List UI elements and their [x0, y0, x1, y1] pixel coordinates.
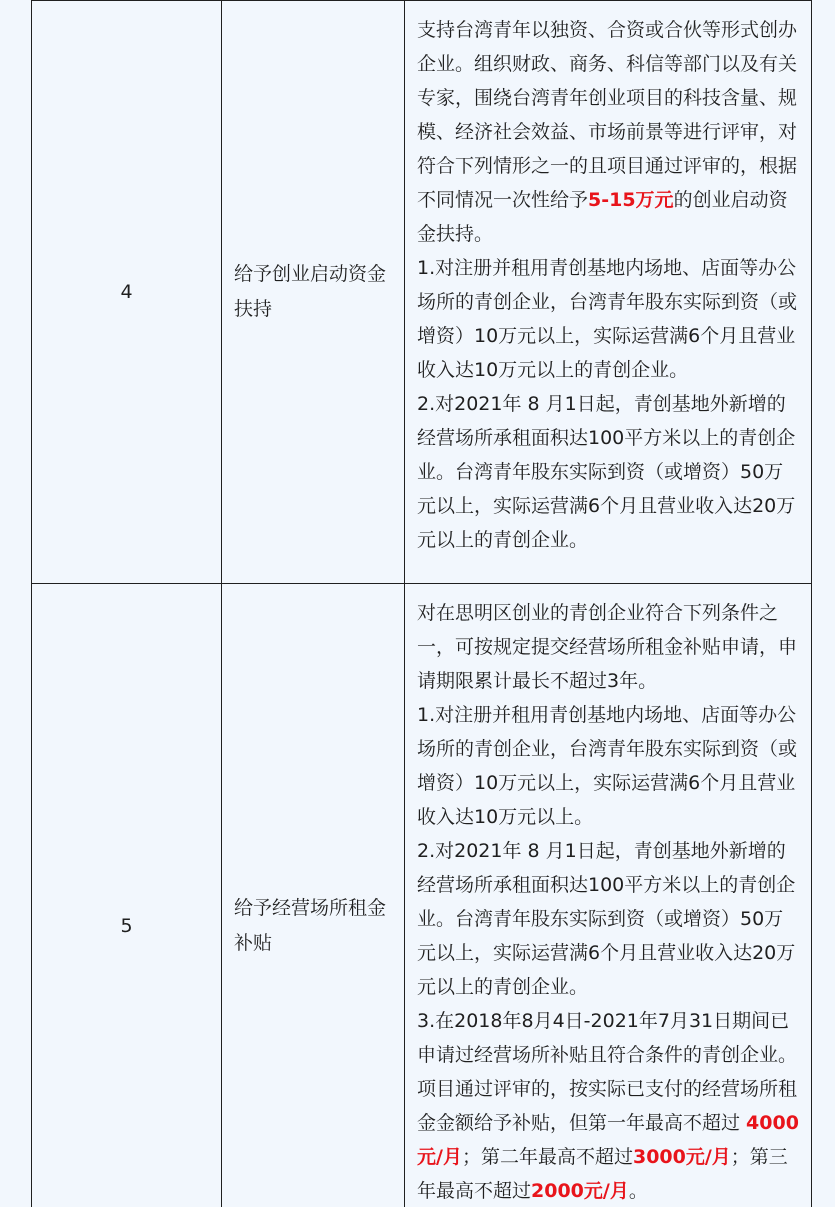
content-paragraph: 1.对注册并租用青创基地内场地、店面等办公场所的青创企业，台湾青年股东实际到资（或增资）10万元以上，实际运营满6个月且营业收入达10万元以上的青创企业。 [417, 257, 798, 381]
content-paragraph: 支持台湾青年以独资、合资或合伙等形式创办企业。组织财政、商务、科信等部门以及有关专家，围绕台湾青年创业项目的科技含量、规模、经济社会效益、市场前景等进行评审，对符合下列情形之一的且项目通过评审的，根据不同情况一次性给予5-15万元的创业启动资金扶持。 [417, 19, 798, 245]
row-index: 4 [32, 1, 222, 584]
content-paragraph: 1.对注册并租用青创基地内场地、店面等办公场所的青创企业，台湾青年股东实际到资（或增资）10万元以上，实际运营满6个月且营业收入达10万元以上。 [417, 704, 798, 828]
highlight-amount: 2000元/月 [531, 1180, 629, 1202]
policy-content [405, 584, 812, 1207]
table-row [32, 1, 812, 584]
policy-name: 给予创业启动资金扶持 [222, 1, 405, 584]
content-paragraph: 3.在2018年8月4日-2021年7月31日期间已申请过经营场所补贴且符合条件的青创企业。 [417, 1010, 798, 1066]
content-paragraph: 2.对2021年 8 月1日起，青创基地外新增的经营场所承租面积达100平方米以上的青创企业。台湾青年股东实际到资（或增资）50万元以上，实际运营满6个月且营业收入达20万元以上的青创企业。 [417, 393, 796, 551]
content-paragraph: 项目通过评审的，按实际已支付的经营场所租金金额给予补贴，但第一年最高不超过 4000元/月；第二年最高不超过3000元/月；第三年最高不超过2000元/月。 [417, 1078, 799, 1202]
policy-content [405, 1, 812, 584]
content-paragraph: 对在思明区创业的青创企业符合下列条件之一，可按规定提交经营场所租金补贴申请，申请期限累计最长不超过3年。 [417, 602, 798, 692]
table-row [32, 584, 812, 1207]
content-paragraph: 2.对2021年 8 月1日起，青创基地外新增的经营场所承租面积达100平方米以上的青创企业。台湾青年股东实际到资（或增资）50万元以上，实际运营满6个月且营业收入达20万元以上的青创企业。 [417, 840, 796, 998]
row-index: 5 [32, 584, 222, 1207]
policy-name: 给予经营场所租金补贴 [222, 584, 405, 1207]
highlight-amount: 3000元/月 [632, 1146, 731, 1168]
policy-table [31, 0, 812, 1207]
highlight-amount: 5-15万元 [588, 189, 674, 211]
highlight-amount: 4000元/月 [417, 1112, 799, 1168]
